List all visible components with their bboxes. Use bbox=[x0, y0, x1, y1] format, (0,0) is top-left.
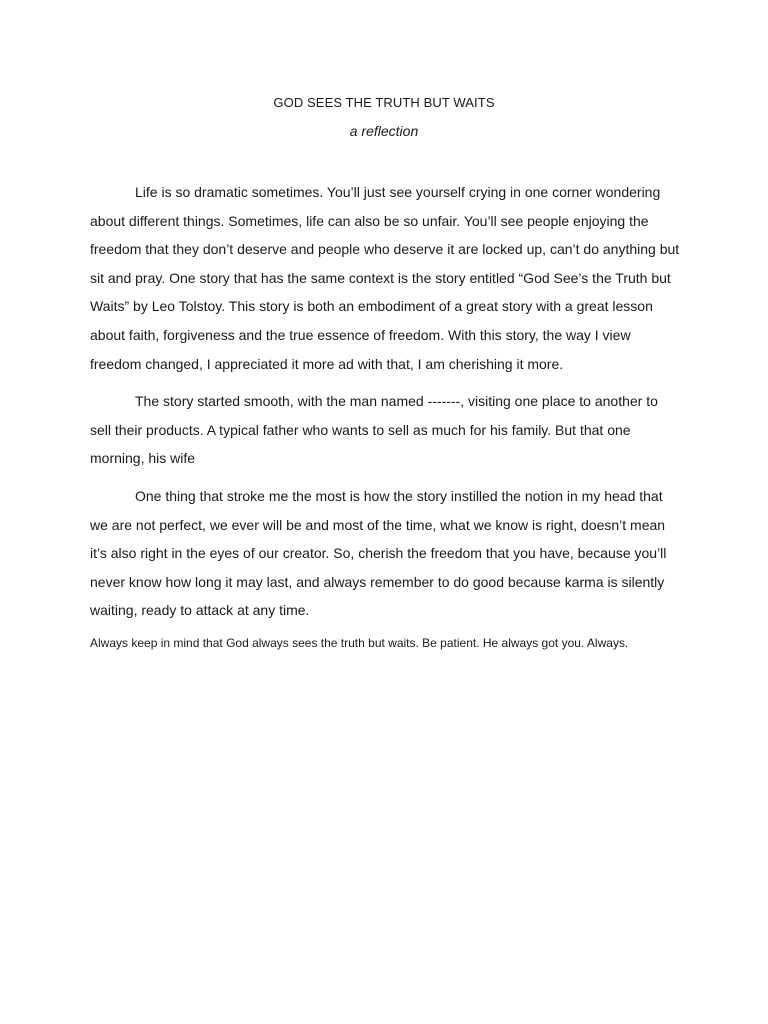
closing-line: Always keep in mind that God always sees the truth but waits. Be patient. He always got you. Always. bbox=[90, 635, 629, 650]
page-title: GOD SEES THE TRUTH BUT WAITS bbox=[273, 95, 495, 110]
paragraph-story: The story started smooth, with the man named -------, visiting one place to another to sell their products. A typical father who wants to sell as much for his family. But that one morning, his wife bbox=[90, 393, 658, 467]
paragraph-lesson: One thing that stroke me the most is how the story instilled the notion in my head that we are not perfect, we ever will be and most of the time, what we know is right, doesn’t mean it’s also right in the eyes of our creator. So, cherish the freedom that you have, because you’ll never know how long it may last, and always remember to do good because karma is silently waiting, ready to attack at any time. bbox=[90, 487, 667, 619]
paragraph-intro: Life is so dramatic sometimes. You’ll just see yourself crying in one corner wondering about different things. Sometimes, life can also be so unfair. You’ll see people enjoying the freedom that they don’t deserve and people who deserve it are locked up, can’t do anything but sit and pray. One story that has the same context is the story entitled “God See’s the Truth but Waits” by Leo Tolstoy. This story is both an embodiment of a great story with a great lesson about faith, forgiveness and the true essence of freedom. With this story, the way I view freedom changed, I appreciated it more ad with that, I am cherishing it more. bbox=[90, 184, 680, 372]
document-body bbox=[90, 178, 680, 652]
page-subtitle: a reflection bbox=[349, 123, 419, 139]
